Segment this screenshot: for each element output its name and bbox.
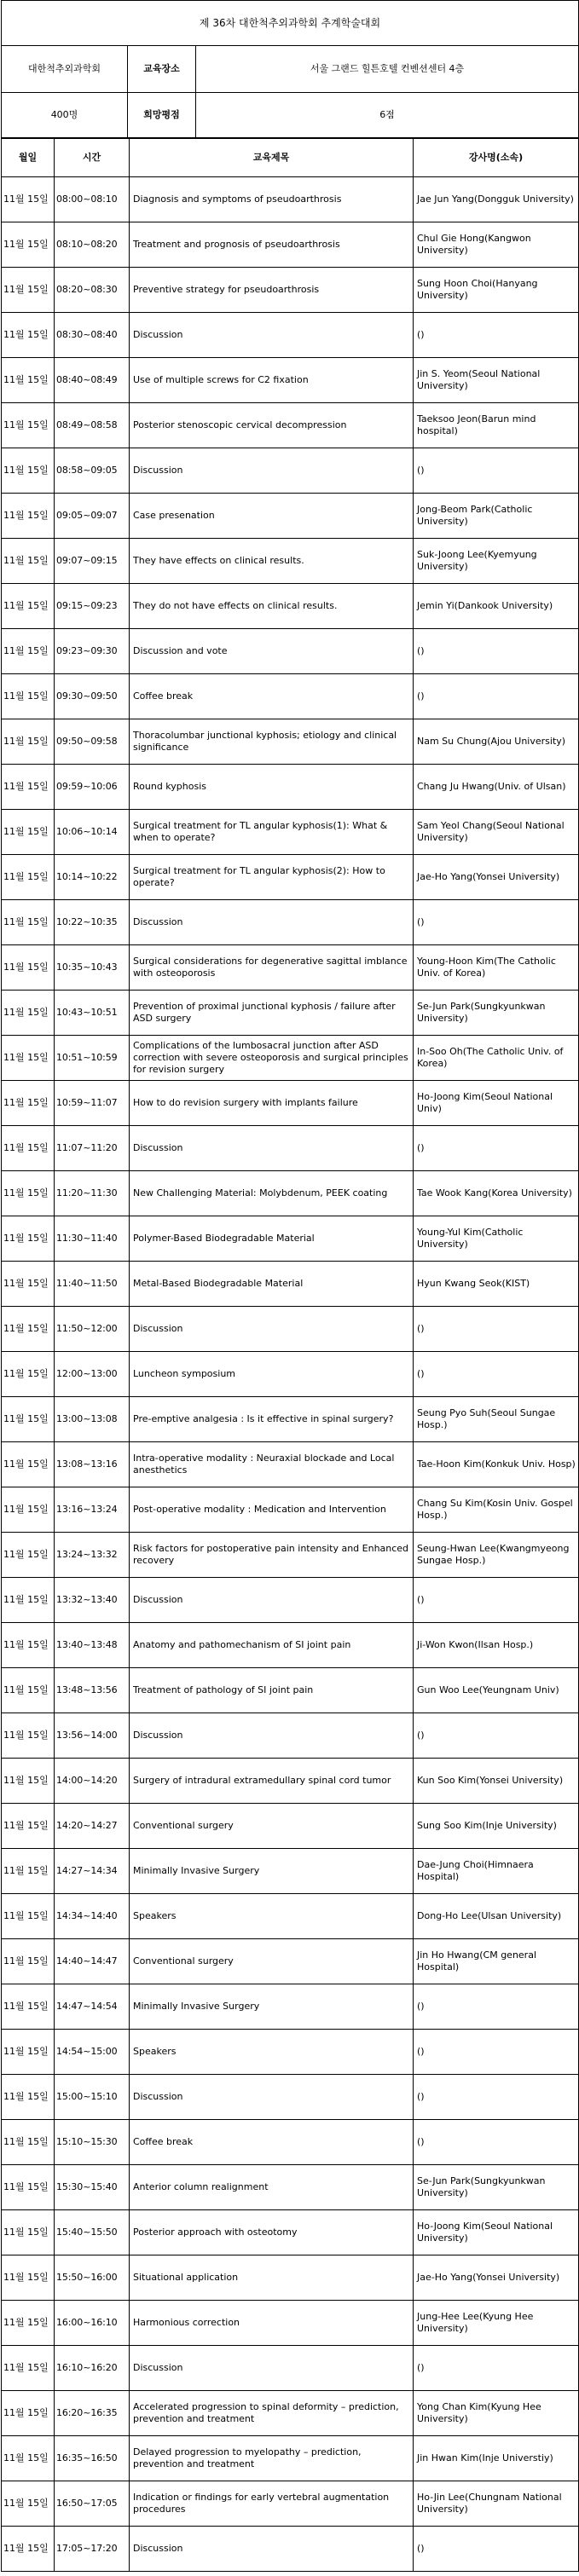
session-time: 16:50~17:05 [55, 2481, 130, 2527]
session-speaker: Tae-Hoon Kim(Konkuk Univ. Hosp) [414, 1442, 579, 1487]
session-speaker: () [414, 2120, 579, 2165]
table-row [2, 2165, 579, 2210]
session-date: 11월 15일 [2, 2436, 55, 2481]
session-title: Surgery of intradural extramedullary spinal cord tumor [130, 1759, 414, 1804]
venue-label: 교육장소 [128, 46, 196, 93]
table-row [2, 719, 579, 765]
session-speaker: Dong-Ho Lee(Ulsan University) [414, 1894, 579, 1939]
session-speaker: () [414, 1713, 579, 1759]
table-row [2, 2436, 579, 2481]
session-time: 15:10~15:30 [55, 2120, 130, 2165]
session-speaker: Chang Ju Hwang(Univ. of Ulsan) [414, 765, 579, 810]
table-row [2, 584, 579, 629]
session-time: 14:40~14:47 [55, 1939, 130, 1984]
session-date: 11월 15일 [2, 2346, 55, 2391]
session-date: 11월 15일 [2, 900, 55, 945]
session-time: 14:20~14:27 [55, 1804, 130, 1849]
session-date: 11월 15일 [2, 2075, 55, 2120]
session-time: 14:34~14:40 [55, 1894, 130, 1939]
session-date: 11월 15일 [2, 358, 55, 403]
session-date: 11월 15일 [2, 268, 55, 313]
session-speaker: Jin Hwan Kim(Inje Universtiy) [414, 2436, 579, 2481]
session-time: 09:23~09:30 [55, 629, 130, 674]
table-row [2, 1578, 579, 1623]
table-row [2, 1171, 579, 1216]
table-row [2, 1713, 579, 1759]
session-speaker: () [414, 1984, 579, 2030]
session-time: 08:10~08:20 [55, 222, 130, 268]
session-time: 13:32~13:40 [55, 1578, 130, 1623]
table-row [2, 2030, 579, 2075]
session-time: 13:08~13:16 [55, 1442, 130, 1487]
session-time: 10:51~10:59 [55, 1036, 130, 1081]
capacity-row [2, 93, 579, 138]
schedule-header-row [2, 139, 579, 177]
session-time: 14:47~14:54 [55, 1984, 130, 2030]
session-speaker: Yong Chan Kim(Kyung Hee University) [414, 2391, 579, 2436]
session-title: Round kyphosis [130, 765, 414, 810]
table-row [2, 1804, 579, 1849]
session-speaker: Dae-Jung Choi(Himnaera Hospital) [414, 1849, 579, 1894]
session-speaker: Ho-Joong Kim(Seoul National University) [414, 2210, 579, 2255]
session-date: 11월 15일 [2, 539, 55, 584]
session-date: 11월 15일 [2, 1759, 55, 1804]
session-speaker: Jae-Ho Yang(Yonsei University) [414, 855, 579, 900]
session-time: 12:00~13:00 [55, 1352, 130, 1397]
table-row [2, 1081, 579, 1126]
schedule-table [1, 138, 579, 2572]
session-time: 13:56~14:00 [55, 1713, 130, 1759]
session-date: 11월 15일 [2, 855, 55, 900]
column-header-speaker: 강사명(소속) [414, 139, 579, 177]
session-time: 14:27~14:34 [55, 1849, 130, 1894]
session-speaker: Jemin Yi(Dankook University) [414, 584, 579, 629]
session-title: Metal-Based Biodegradable Material [130, 1262, 414, 1307]
session-date: 11월 15일 [2, 1894, 55, 1939]
session-title: Treatment of pathology of SI joint pain [130, 1668, 414, 1713]
session-speaker: () [414, 2030, 579, 2075]
session-time: 10:35~10:43 [55, 945, 130, 991]
session-speaker: Gun Woo Lee(Yeungnam Univ) [414, 1668, 579, 1713]
session-title: Coffee break [130, 674, 414, 719]
session-speaker: Seung-Hwan Lee(Kwangmyeong Sungae Hosp.) [414, 1533, 579, 1578]
session-time: 09:15~09:23 [55, 584, 130, 629]
session-title: Discussion [130, 313, 414, 358]
session-speaker: Suk-Joong Lee(Kyemyung University) [414, 539, 579, 584]
organizer-row [2, 46, 579, 93]
session-time: 08:58~09:05 [55, 448, 130, 494]
session-date: 11월 15일 [2, 2210, 55, 2255]
venue: 서울 그랜드 힐튼호텔 컨벤션센터 4층 [196, 46, 579, 93]
session-date: 11월 15일 [2, 2391, 55, 2436]
session-date: 11월 15일 [2, 2165, 55, 2210]
table-row [2, 403, 579, 448]
session-speaker: Chul Gie Hong(Kangwon University) [414, 222, 579, 268]
organizer: 대한척추외과학회 [2, 46, 128, 93]
session-date: 11월 15일 [2, 448, 55, 494]
session-title: Anterior column realignment [130, 2165, 414, 2210]
session-speaker: Jae Jun Yang(Dongguk University) [414, 177, 579, 222]
session-date: 11월 15일 [2, 1984, 55, 2030]
table-row [2, 1216, 579, 1262]
session-speaker: () [414, 2075, 579, 2120]
table-row [2, 268, 579, 313]
session-speaker: Taeksoo Jeon(Barun mind hospital) [414, 403, 579, 448]
session-time: 09:30~09:50 [55, 674, 130, 719]
session-speaker: () [414, 1352, 579, 1397]
table-row [2, 358, 579, 403]
session-time: 09:50~09:58 [55, 719, 130, 765]
session-time: 08:49~08:58 [55, 403, 130, 448]
session-speaker: In-Soo Oh(The Catholic Univ. of Korea) [414, 1036, 579, 1081]
session-time: 11:50~12:00 [55, 1307, 130, 1352]
session-title: Surgical treatment for TL angular kyphosis(1): What & when to operate? [130, 810, 414, 855]
session-title: How to do revision surgery with implants failure [130, 1081, 414, 1126]
session-date: 11월 15일 [2, 1307, 55, 1352]
session-speaker: Jin S. Yeom(Seoul National University) [414, 358, 579, 403]
session-date: 11월 15일 [2, 1713, 55, 1759]
table-row [2, 1397, 579, 1442]
session-time: 17:05~17:20 [55, 2527, 130, 2572]
table-row [2, 1126, 579, 1171]
session-title: Case presenation [130, 494, 414, 539]
session-date: 11월 15일 [2, 2030, 55, 2075]
session-speaker: Hyun Kwang Seok(KIST) [414, 1262, 579, 1307]
session-title: Diagnosis and symptoms of pseudoarthrosis [130, 177, 414, 222]
session-speaker: Jung-Hee Lee(Kyung Hee University) [414, 2301, 579, 2346]
session-title: Intra-operative modality : Neuraxial blockade and Local anesthetics [130, 1442, 414, 1487]
table-row [2, 991, 579, 1036]
table-row [2, 674, 579, 719]
table-row [2, 1759, 579, 1804]
session-date: 11월 15일 [2, 1036, 55, 1081]
session-speaker: Se-Jun Park(Sungkyunkwan University) [414, 2165, 579, 2210]
table-row [2, 1487, 579, 1533]
table-row [2, 1352, 579, 1397]
session-time: 14:00~14:20 [55, 1759, 130, 1804]
table-row [2, 629, 579, 674]
session-date: 11월 15일 [2, 945, 55, 991]
session-speaker: Sung Soo Kim(Inje University) [414, 1804, 579, 1849]
table-row [2, 1894, 579, 1939]
session-time: 11:40~11:50 [55, 1262, 130, 1307]
table-row [2, 2481, 579, 2527]
table-row [2, 1262, 579, 1307]
session-title: Preventive strategy for pseudoarthrosis [130, 268, 414, 313]
session-title: Surgical considerations for degenerative sagittal imblance with osteoporosis [130, 945, 414, 991]
session-speaker: () [414, 900, 579, 945]
session-title: Prevention of proximal junctional kyphosis / failure after ASD surgery [130, 991, 414, 1036]
session-time: 10:59~11:07 [55, 1081, 130, 1126]
session-date: 11월 15일 [2, 494, 55, 539]
session-time: 15:00~15:10 [55, 2075, 130, 2120]
table-row [2, 2346, 579, 2391]
session-time: 13:48~13:56 [55, 1668, 130, 1713]
session-time: 13:24~13:32 [55, 1533, 130, 1578]
session-speaker: Kun Soo Kim(Yonsei University) [414, 1759, 579, 1804]
session-time: 10:43~10:51 [55, 991, 130, 1036]
event-title-row [2, 1, 579, 46]
table-row [2, 1036, 579, 1081]
session-speaker: Tae Wook Kang(Korea University) [414, 1171, 579, 1216]
session-title: Discussion [130, 1126, 414, 1171]
session-time: 09:07~09:15 [55, 539, 130, 584]
session-speaker: Young-Hoon Kim(The Catholic Univ. of Korea) [414, 945, 579, 991]
table-row [2, 177, 579, 222]
session-title: Minimally Invasive Surgery [130, 1849, 414, 1894]
session-title: Minimally Invasive Surgery [130, 1984, 414, 2030]
session-title: Discussion [130, 1713, 414, 1759]
session-time: 16:00~16:10 [55, 2301, 130, 2346]
session-title: New Challenging Material: Molybdenum, PEEK coating [130, 1171, 414, 1216]
session-date: 11월 15일 [2, 1262, 55, 1307]
session-date: 11월 15일 [2, 2255, 55, 2301]
session-title: They do not have effects on clinical results. [130, 584, 414, 629]
session-speaker: Young-Yul Kim(Catholic University) [414, 1216, 579, 1262]
session-speaker: () [414, 674, 579, 719]
session-date: 11월 15일 [2, 629, 55, 674]
session-title: Treatment and prognosis of pseudoarthrosis [130, 222, 414, 268]
session-time: 08:30~08:40 [55, 313, 130, 358]
schedule-body [2, 177, 579, 2572]
session-time: 13:40~13:48 [55, 1623, 130, 1668]
session-date: 11월 15일 [2, 1533, 55, 1578]
table-row [2, 2255, 579, 2301]
session-speaker: Jong-Beom Park(Catholic University) [414, 494, 579, 539]
credits: 6점 [196, 93, 579, 138]
session-title: Coffee break [130, 2120, 414, 2165]
session-speaker: Ho-Jin Lee(Chungnam National University) [414, 2481, 579, 2527]
session-date: 11월 15일 [2, 1126, 55, 1171]
column-header-date: 월일 [2, 139, 55, 177]
session-title: Discussion and vote [130, 629, 414, 674]
session-title: Posterior stenoscopic cervical decompression [130, 403, 414, 448]
session-time: 10:22~10:35 [55, 900, 130, 945]
session-date: 11월 15일 [2, 1442, 55, 1487]
table-row [2, 2210, 579, 2255]
session-title: They have effects on clinical results. [130, 539, 414, 584]
session-date: 11월 15일 [2, 313, 55, 358]
session-title: Discussion [130, 2527, 414, 2572]
table-row [2, 810, 579, 855]
session-time: 16:35~16:50 [55, 2436, 130, 2481]
session-time: 08:40~08:49 [55, 358, 130, 403]
session-speaker: Sam Yeol Chang(Seoul National University) [414, 810, 579, 855]
session-title: Discussion [130, 1307, 414, 1352]
table-row [2, 494, 579, 539]
session-title: Anatomy and pathomechanism of SI joint pain [130, 1623, 414, 1668]
session-date: 11월 15일 [2, 1668, 55, 1713]
session-title: Conventional surgery [130, 1804, 414, 1849]
table-row [2, 2301, 579, 2346]
session-speaker: Ho-Joong Kim(Seoul National Univ) [414, 1081, 579, 1126]
session-title: Speakers [130, 2030, 414, 2075]
session-date: 11월 15일 [2, 810, 55, 855]
table-row [2, 765, 579, 810]
table-row [2, 222, 579, 268]
session-time: 11:07~11:20 [55, 1126, 130, 1171]
session-title: Pre-emptive analgesia : Is it effective in spinal surgery? [130, 1397, 414, 1442]
session-date: 11월 15일 [2, 991, 55, 1036]
session-speaker: () [414, 629, 579, 674]
session-time: 14:54~15:00 [55, 2030, 130, 2075]
session-date: 11월 15일 [2, 584, 55, 629]
session-date: 11월 15일 [2, 177, 55, 222]
session-time: 08:20~08:30 [55, 268, 130, 313]
session-title: Post-operative modality : Medication and Intervention [130, 1487, 414, 1533]
session-time: 13:00~13:08 [55, 1397, 130, 1442]
session-speaker: () [414, 313, 579, 358]
session-title: Luncheon symposium [130, 1352, 414, 1397]
session-title: Discussion [130, 2346, 414, 2391]
table-row [2, 1939, 579, 1984]
session-speaker: Nam Su Chung(Ajou University) [414, 719, 579, 765]
session-speaker: Se-Jun Park(Sungkyunkwan University) [414, 991, 579, 1036]
session-title: Thoracolumbar junctional kyphosis; etiology and clinical significance [130, 719, 414, 765]
session-time: 09:59~10:06 [55, 765, 130, 810]
event-info-table [1, 0, 579, 138]
session-time: 11:30~11:40 [55, 1216, 130, 1262]
session-date: 11월 15일 [2, 1578, 55, 1623]
table-row [2, 1668, 579, 1713]
session-title: Discussion [130, 1578, 414, 1623]
session-date: 11월 15일 [2, 1849, 55, 1894]
session-date: 11월 15일 [2, 1487, 55, 1533]
table-row [2, 448, 579, 494]
session-date: 11월 15일 [2, 1804, 55, 1849]
session-time: 10:14~10:22 [55, 855, 130, 900]
session-date: 11월 15일 [2, 1171, 55, 1216]
column-header-title: 교육제목 [130, 139, 414, 177]
table-row [2, 855, 579, 900]
table-row [2, 2527, 579, 2572]
session-title: Accelerated progression to spinal deformity – prediction, prevention and treatment [130, 2391, 414, 2436]
session-speaker: Jin Ho Hwang(CM general Hospital) [414, 1939, 579, 1984]
session-speaker: Sung Hoon Choi(Hanyang University) [414, 268, 579, 313]
session-date: 11월 15일 [2, 2527, 55, 2572]
table-row [2, 2120, 579, 2165]
session-title: Posterior approach with osteotomy [130, 2210, 414, 2255]
table-row [2, 945, 579, 991]
session-speaker: () [414, 2346, 579, 2391]
session-date: 11월 15일 [2, 1623, 55, 1668]
session-time: 09:05~09:07 [55, 494, 130, 539]
session-title: Polymer-Based Biodegradable Material [130, 1216, 414, 1262]
session-date: 11월 15일 [2, 2120, 55, 2165]
session-date: 11월 15일 [2, 719, 55, 765]
session-date: 11월 15일 [2, 1939, 55, 1984]
table-row [2, 539, 579, 584]
session-time: 15:50~16:00 [55, 2255, 130, 2301]
session-title: Indication or findings for early vertebral augmentation procedures [130, 2481, 414, 2527]
session-date: 11월 15일 [2, 1397, 55, 1442]
session-time: 13:16~13:24 [55, 1487, 130, 1533]
session-time: 16:20~16:35 [55, 2391, 130, 2436]
session-time: 16:10~16:20 [55, 2346, 130, 2391]
session-date: 11월 15일 [2, 765, 55, 810]
session-time: 15:40~15:50 [55, 2210, 130, 2255]
credits-label: 희망평점 [128, 93, 196, 138]
session-speaker: Chang Su Kim(Kosin Univ. Gospel Hosp.) [414, 1487, 579, 1533]
session-title: Risk factors for postoperative pain intensity and Enhanced recovery [130, 1533, 414, 1578]
session-title: Speakers [130, 1894, 414, 1939]
table-row [2, 1984, 579, 2030]
table-row [2, 2075, 579, 2120]
session-title: Conventional surgery [130, 1939, 414, 1984]
table-row [2, 2391, 579, 2436]
capacity: 400명 [2, 93, 128, 138]
session-speaker: Jae-Ho Yang(Yonsei University) [414, 2255, 579, 2301]
session-time: 08:00~08:10 [55, 177, 130, 222]
session-title: Complications of the lumbosacral junction after ASD correction with severe osteoporosis and surgical principles for revision surgery [130, 1036, 414, 1081]
session-title: Surgical treatment for TL angular kyphosis(2): How to operate? [130, 855, 414, 900]
session-title: Situational application [130, 2255, 414, 2301]
event-title: 제 36차 대한척추외과학회 추계학술대회 [2, 1, 579, 46]
session-speaker: () [414, 1578, 579, 1623]
session-speaker: () [414, 448, 579, 494]
session-speaker: () [414, 1307, 579, 1352]
session-date: 11월 15일 [2, 1352, 55, 1397]
table-row [2, 1307, 579, 1352]
table-row [2, 1442, 579, 1487]
session-title: Discussion [130, 2075, 414, 2120]
table-row [2, 900, 579, 945]
session-date: 11월 15일 [2, 1081, 55, 1126]
session-time: 10:06~10:14 [55, 810, 130, 855]
column-header-time: 시간 [55, 139, 130, 177]
session-title: Delayed progression to myelopathy – prediction, prevention and treatment [130, 2436, 414, 2481]
table-row [2, 1533, 579, 1578]
session-time: 11:20~11:30 [55, 1171, 130, 1216]
session-date: 11월 15일 [2, 2301, 55, 2346]
session-date: 11월 15일 [2, 222, 55, 268]
session-speaker: () [414, 2527, 579, 2572]
table-row [2, 1623, 579, 1668]
session-speaker: Seung Pyo Suh(Seoul Sungae Hosp.) [414, 1397, 579, 1442]
table-row [2, 1849, 579, 1894]
session-title: Use of multiple screws for C2 fixation [130, 358, 414, 403]
session-date: 11월 15일 [2, 1216, 55, 1262]
session-date: 11월 15일 [2, 674, 55, 719]
session-title: Discussion [130, 448, 414, 494]
session-date: 11월 15일 [2, 403, 55, 448]
session-time: 15:30~15:40 [55, 2165, 130, 2210]
session-title: Discussion [130, 900, 414, 945]
session-date: 11월 15일 [2, 2481, 55, 2527]
session-speaker: () [414, 1126, 579, 1171]
session-speaker: Ji-Won Kwon(Ilsan Hosp.) [414, 1623, 579, 1668]
table-row [2, 313, 579, 358]
session-title: Harmonious correction [130, 2301, 414, 2346]
